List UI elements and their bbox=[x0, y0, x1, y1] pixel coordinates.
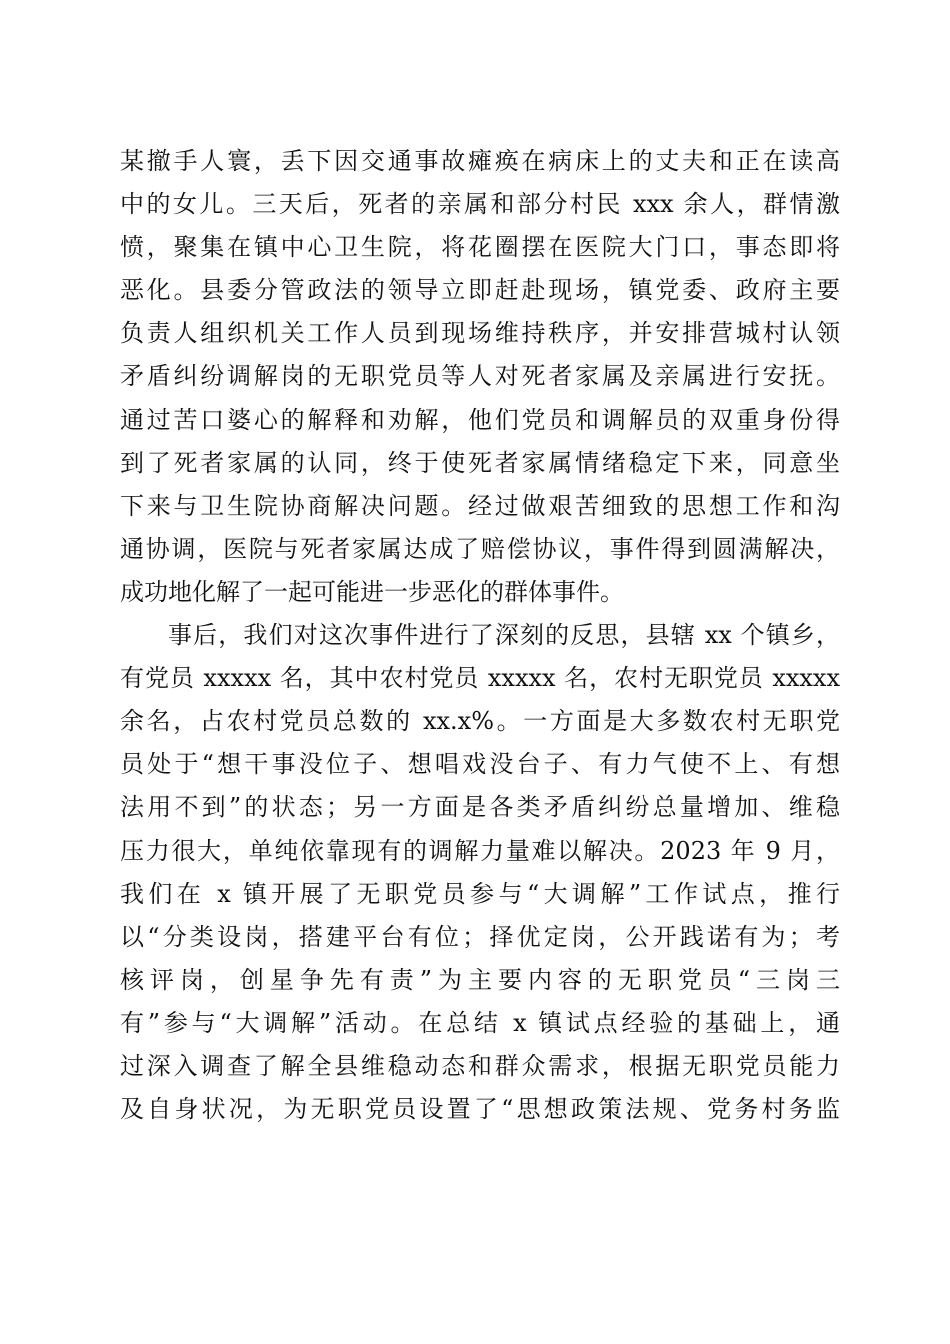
body-text bbox=[120, 140, 840, 1131]
text-line: 下来与卫生院协商解决问题。经过做艰苦细致的思想工作和沟 bbox=[120, 491, 840, 520]
text-line: 通协调，医院与死者家属达成了赔偿协议，事件得到圆满解决， bbox=[120, 534, 840, 563]
text-line: 中的女儿。三天后，死者的亲属和部分村民 xxx 余人，群情激 bbox=[120, 190, 840, 219]
text-line: 恶化。县委分管政法的领导立即赶赴现场，镇党委、政府主要 bbox=[120, 276, 840, 305]
text-line: 到了死者家属的认同，终于使死者家属情绪稳定下来，同意坐 bbox=[120, 448, 840, 477]
text-line: 以“分类设岗，搭建平台有位；择优定岗，公开践诺有为；考 bbox=[120, 922, 840, 951]
text-line: 矛盾纠纷调解岗的无职党员等人对死者家属及亲属进行安抚。 bbox=[120, 362, 840, 391]
text-line: 负责人组织机关工作人员到现场维持秩序，并安排营城村认领 bbox=[120, 319, 840, 348]
text-line: 压力很大，单纯依靠现有的调解力量难以解决。2023 年 9 月， bbox=[120, 836, 840, 865]
text-line: 过深入调查了解全县维稳动态和群众需求，根据无职党员能力 bbox=[120, 1051, 840, 1080]
text-line: 有党员 xxxxx 名，其中农村党员 xxxxx 名，农村无职党员 xxxxx bbox=[120, 664, 840, 693]
paragraph-end-line: 成功地化解了一起可能进一步恶化的群体事件。 bbox=[120, 577, 624, 606]
text-line: 余名，占农村党员总数的 xx.x%。一方面是大多数农村无职党 bbox=[120, 707, 840, 736]
text-line: 我们在 x 镇开展了无职党员参与“大调解”工作试点，推行 bbox=[120, 879, 840, 908]
text-line: 通过苦口婆心的解释和劝解，他们党员和调解员的双重身份得 bbox=[120, 405, 840, 434]
text-line: 愤，聚集在镇中心卫生院，将花圈摆在医院大门口，事态即将 bbox=[120, 233, 840, 262]
text-line: 法用不到”的状态；另一方面是各类矛盾纠纷总量增加、维稳 bbox=[120, 793, 840, 822]
text-line: 员处于“想干事没位子、想唱戏没台子、有力气使不上、有想 bbox=[120, 750, 840, 779]
text-line: 有”参与“大调解”活动。在总结 x 镇试点经验的基础上，通 bbox=[120, 1008, 840, 1037]
paragraph-start-line: 事后，我们对这次事件进行了深刻的反思，县辖 xx 个镇乡， bbox=[168, 621, 840, 650]
text-line: 某撤手人寰，丢下因交通事故瘫痪在病床上的丈夫和正在读高 bbox=[120, 147, 840, 175]
text-line: 核评岗，创星争先有责”为主要内容的无职党员“三岗三 bbox=[120, 965, 840, 994]
text-line: 及自身状况，为无职党员设置了“思想政策法规、党务村务监 bbox=[120, 1095, 840, 1124]
